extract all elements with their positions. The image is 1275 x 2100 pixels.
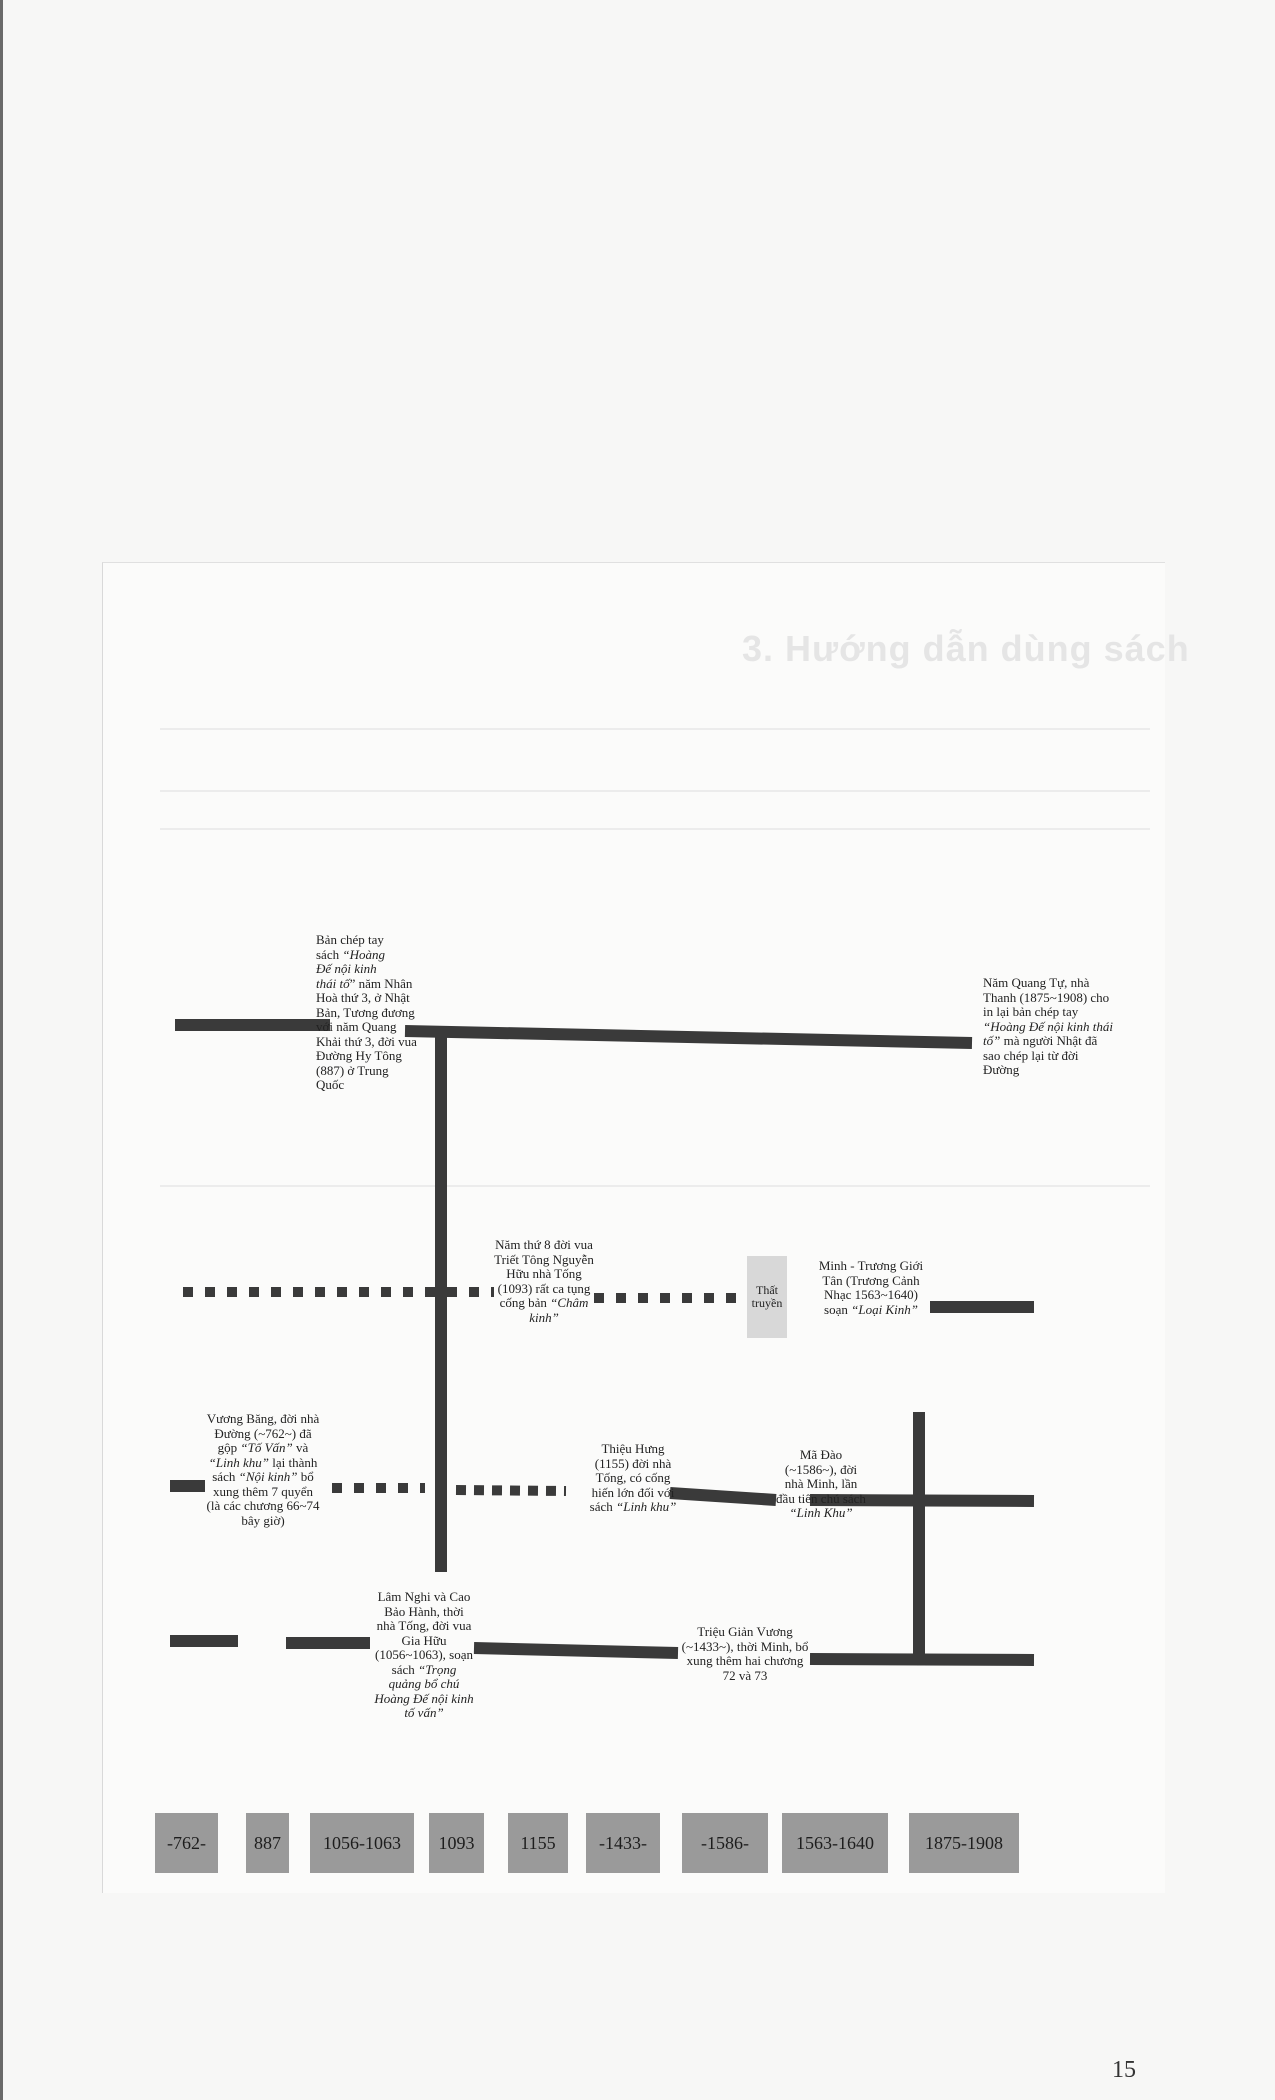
note-line: Bản chép tay — [316, 932, 384, 947]
note-line: Lâm Nghi và Cao Bảo Hành, thời nhà Tống, đời vua Gia Hữu (1056~1063), soạn sách — [374, 1589, 474, 1677]
note-title: “Tố Vấn” — [240, 1440, 293, 1455]
note-title: thái tố — [316, 975, 350, 991]
year-box: -1433- — [586, 1813, 660, 1873]
dotted-noi-kinh-b — [456, 1490, 566, 1491]
note-truong-gioi-tan — [815, 1259, 927, 1317]
year-box: 1563-1640 — [782, 1813, 888, 1873]
note-title: “Linh khu” — [208, 1454, 269, 1470]
line-lower-c — [810, 1659, 1034, 1660]
note-line: Năm Quang Tự, nhà Thanh (1875~1908) cho in lại bản chép tay — [983, 975, 1110, 1019]
note-title: “Hoàng — [342, 946, 385, 962]
note-line: lại thành sách — [212, 1454, 318, 1484]
that-truyen-line: Thất — [756, 1283, 778, 1297]
note-title: “Loại Kinh” — [851, 1301, 918, 1317]
note-title: “Linh Khu” — [789, 1505, 853, 1520]
note-line: mà người Nhật đã sao chép lại từ đời Đường — [983, 1033, 1098, 1077]
year-box: 887 — [246, 1813, 289, 1873]
note-thieu-hung — [587, 1442, 679, 1515]
year-box: 1155 — [508, 1813, 568, 1873]
year-box: 1093 — [429, 1813, 484, 1873]
that-truyen-box — [747, 1256, 787, 1338]
note-title: “Châm kinh” — [529, 1295, 589, 1325]
year-box: 1056-1063 — [310, 1813, 414, 1873]
line-lower-b — [474, 1648, 678, 1653]
note-line: sách — [316, 946, 343, 962]
page-number: 15 — [1112, 2057, 1136, 2083]
note-vuong-bang — [206, 1412, 320, 1528]
watermark-heading: 3. Hướng dẫn dùng sách — [742, 628, 1190, 669]
note-line: bổ xung thêm 7 quyển (là các chương 66~74 bây giờ) — [206, 1469, 320, 1528]
note-line: Minh - Trương Giới Tân (Trương Cảnh Nhạc 1563~1640) soạn — [818, 1258, 924, 1317]
note-title: Đế nội kinh — [316, 961, 377, 976]
note-triet-tong — [494, 1238, 594, 1325]
year-box: 1875-1908 — [909, 1813, 1019, 1873]
year-box: -762- — [155, 1813, 218, 1873]
year-box: -1586- — [682, 1813, 768, 1873]
that-truyen-line: truyền — [751, 1296, 783, 1310]
line-887-main — [405, 1031, 972, 1043]
note-title: “Nội kinh” — [238, 1469, 298, 1484]
note-lam-nghi — [374, 1590, 474, 1721]
note-title: “Trọng quảng bổ chú Hoàng Đế nội kinh tố vấn” — [374, 1661, 474, 1720]
line-linh-khu — [670, 1493, 776, 1500]
note-ban-chep-887 — [316, 933, 418, 1093]
note-line: Năm thứ 8 đời vua Triết Tông Nguyễn Hữu nhà Tống (1093) rất ca tụng cống bản — [494, 1237, 594, 1310]
note-trieu-gian-vuong — [680, 1625, 810, 1683]
note-line: ” năm Nhân Hoà thứ 3, ở Nhật Bản, Tương đương với năm Quang Khải thứ 3, đời vua Đường Hy Tông (887) ở Trung Quốc — [316, 975, 417, 1092]
note-line: Triệu Giản Vương (~1433~), thời Minh, bổ xung thêm hai chương 72 và 73 — [681, 1624, 809, 1683]
note-line: Mã Đào (~1586~), đời nhà Minh, lần đầu tiên chú sách — [776, 1447, 866, 1506]
note-ma-dao — [776, 1448, 866, 1521]
note-quang-tu — [983, 976, 1115, 1078]
note-line: Vương Băng, đời nhà Đường (~762~) đã gộp — [206, 1411, 320, 1455]
note-line: Thiệu Hưng (1155) đời nhà Tống, có cống hiến lớn đối với sách — [589, 1441, 675, 1514]
note-line: và — [292, 1440, 309, 1455]
note-title: “Linh khu” — [616, 1499, 677, 1514]
note-title: “Hoàng Đế nội kinh thái tố” — [983, 1018, 1113, 1048]
